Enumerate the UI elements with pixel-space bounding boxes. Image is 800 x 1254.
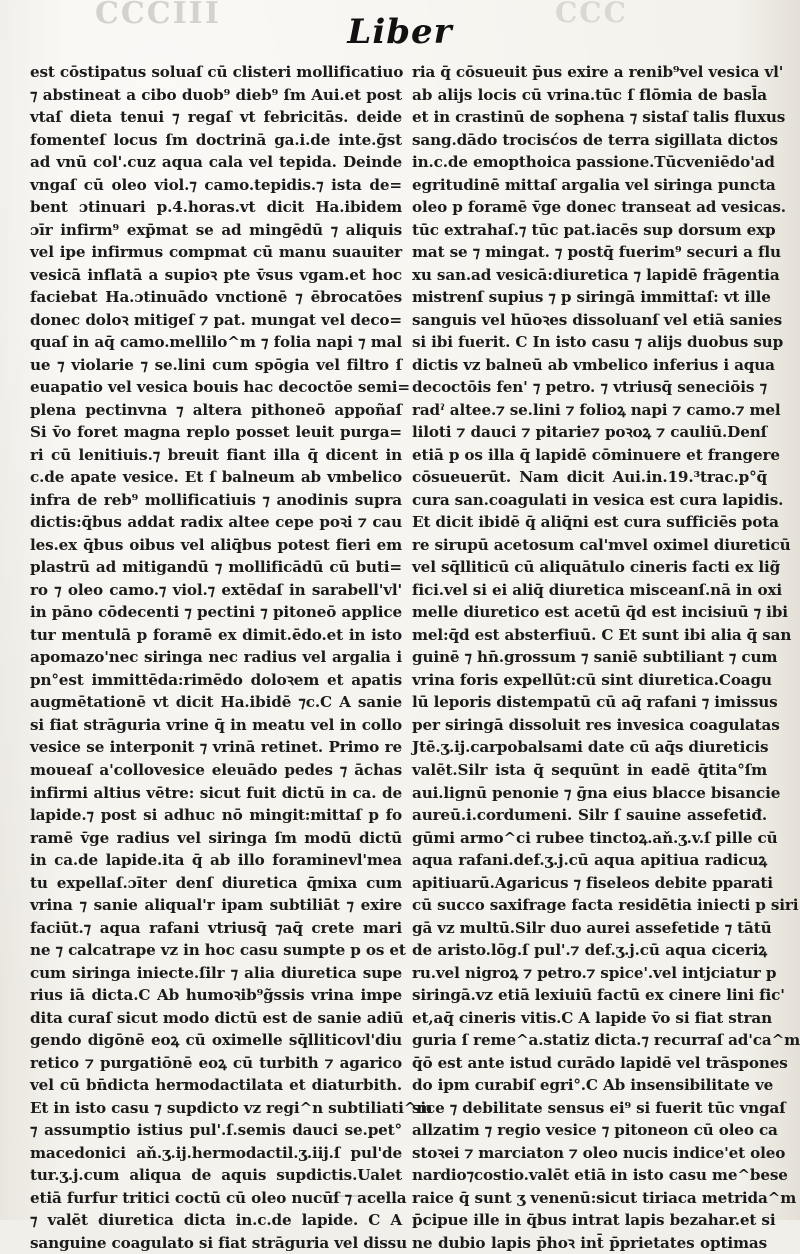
right-column-line: q̄ō est ante istud curādo lapidē vel trāspones: [412, 1053, 788, 1072]
bleed-through-text: CCCIII: [95, 0, 221, 31]
left-column-line: c.de apate vesice. Et ſ balneum ab vmbelico: [30, 468, 402, 487]
right-column-line: ab alijs locis cū vrina.tūc ſ flōmia de basl̄a: [412, 85, 767, 104]
right-column-line: melle diuretico est acetū q̄d est incisiuū ⁊ ibi: [412, 603, 788, 622]
right-column-line: vel sq̄lliticū cū aliquātulo cineris facti ex lig̃: [412, 558, 781, 577]
right-column-line: apitiuarū.Agaricus ⁊ fiseleos debite pparati: [412, 873, 773, 892]
left-column-line: faciebat Ha.ɔtinuādo vnctionē ⁊ ēbrocatōes: [30, 288, 402, 307]
right-column-line: Et dicit ibidē q̄ aliq̄ni est cura sufficiēs pota: [412, 513, 779, 532]
right-column-line: gūmi armo^ci rubee tinctoꝝ.aň.ʒ.v.ſ pille cū: [412, 828, 778, 847]
right-column-line: si ibi fuerit. C In isto casu ⁊ alijs duobus sup: [412, 333, 784, 352]
right-column-line: dictis vz balneū ab vmbelico inferius i aqua: [412, 355, 775, 374]
left-column-line: etiā furfur tritici coctū cū oleo nucūſ ⁊ acella: [30, 1188, 407, 1207]
right-column-line: cū succo saxifrage facta residētia iniecti p siri: [412, 896, 799, 915]
left-column-line: dita curaſ sicut modo dictū est de sanie adiū: [30, 1008, 404, 1027]
right-column-line: mel:q̄d est absterfiuū. C Et sunt ibi alia q̄ san: [412, 625, 792, 644]
left-column-line: tu expellaſ.ɔīter denſ diuretica q̄mixa cum: [30, 873, 402, 892]
left-column-line: Si v̄o foret magna replo posset leuit purga=: [30, 423, 402, 442]
right-column-line: xu san.ad vesicā:diuretica ⁊ lapidē frāgentia: [412, 265, 780, 284]
right-column-line: sice ⁊ debilitate sensus ei⁹ si fuerit tūc vngaſ: [412, 1098, 786, 1117]
right-column-line: liloti ⁊ dauci ⁊ pitarie⁊ poꝛoꝝ ⁊ cauliū.Denſ: [412, 423, 767, 442]
right-column-line: sanguis vel hūoꝛes dissoluanſ vel etiā sanies: [412, 310, 783, 329]
right-column-line: mistrenſ supius ⁊ p siringā immittaſ: vt ille: [412, 288, 771, 307]
right-column-line: cōsueuerūt. Nam dicit Aui.in.19.³trac.p°q̄: [412, 468, 767, 487]
left-column-line: ne ⁊ calcatrape vz in hoc casu sumpte p os et: [30, 941, 406, 960]
left-column-line: vel ipe infirmus compmat cū manu suauiter: [30, 243, 402, 262]
right-column-line: raice q̄ sunt ʒ venenū:sicut tiriaca metrida^m: [412, 1188, 797, 1207]
left-column-line: infra de reb⁹ mollificatiuis ⁊ anodinis supra: [30, 490, 402, 509]
left-column-line: vel cū bn̄dicta hermodactilata et diaturbith.: [30, 1076, 402, 1095]
left-column-line: retico ⁊ purgatiōnē eoꝝ cū turbith ⁊ agarico: [30, 1053, 402, 1072]
left-column-line: pn°est immittēda:rimēdo doloꝛem et apatis: [30, 670, 402, 689]
right-column-line: de aristo.lōg.ſ pul'.⁊ def.ʒ.j.cū aqua ciceriꝝ: [412, 941, 767, 960]
left-column-line: dictis:q̄bus addat radix altee cepe poꝛi ⁊ cau: [30, 513, 402, 532]
left-column-line: bent ɔtinuari p.4.horas.vt dicit Ha.ibidem: [30, 198, 402, 217]
right-column: [412, 61, 800, 1252]
left-column-line: donec doloꝛ mitigeſ ⁊ pat. mungat vel deco=: [30, 310, 402, 329]
right-column-line: re sirupū acetosum cal'mvel oximel diureticū: [412, 535, 791, 554]
left-column-line: vesicā inflatā a supioꝛ pte v̄sus vgam.et hoc: [30, 265, 402, 284]
left-column-line: ⁊ valēt diuretica dicta in.c.de lapide. C A: [30, 1211, 402, 1230]
right-column-line: gā vz multū.Silr duo aurei assefetide ⁊ tātū: [412, 918, 772, 937]
right-column-line: aureū.i.cordumeni. Silr ſ sauine assefetiđ.: [412, 806, 767, 825]
left-column-line: in pāno cōdecenti ⁊ pectini ⁊ pitoneō applice: [30, 603, 402, 622]
right-column-line: cura san.coagulati in vesica est cura lapidis.: [412, 490, 784, 509]
right-column-line: siringā.vz etiā lexiuiū factū ex cinere lini fic': [412, 986, 785, 1005]
left-column-line: infirmi altius vētre: sicut fuit dictū in ca. de: [30, 783, 402, 802]
left-column-line: ri cū lenitiuis.⁊ breuit fiant illa q̄ dicent in: [30, 445, 402, 464]
left-column-line: est cōstipatus soluaſ cū clisteri mollificatiuo: [30, 63, 404, 81]
left-column-line: ad vnū col'.cuz aqua cala vel tepida. Deinde: [30, 153, 402, 172]
right-column-line: et,aq̄ cineris vitis.C A lapide v̄o si fiat stran: [412, 1008, 772, 1027]
right-column-line: ne dubio lapis p̄hoꝛ int̄ p̄prietates optimas: [412, 1233, 767, 1252]
left-column: [30, 61, 433, 1252]
left-column-line: in ca.de lapide.ita q̄ ab illo foraminevl'mea: [30, 851, 402, 870]
right-column-line: egritudinē mittaſ argalia vel siringa puncta: [412, 175, 776, 194]
left-column-line: fomenteſ locus ſm doctrinā ga.i.de inte.ḡst: [30, 130, 402, 149]
left-column-line: cum siringa iniecte.ſilr ⁊ alia diuretica supe: [30, 963, 402, 982]
left-column-line: ue ⁊ violarie ⁊ se.lini cum spōgia vel filtro ſ: [30, 355, 402, 374]
left-column-line: ro ⁊ oleo camo.⁊ viol.⁊ extēdaſ in sarabell'vl': [30, 580, 402, 599]
left-column-line: ɔīr infirm⁹ exp̄mat se ad mingēdū ⁊ aliquis: [30, 220, 402, 239]
right-column-line: per siringā dissoluit res invesica coagulatas: [412, 715, 780, 734]
right-column-line: p̄cipue ille in q̄bus intrat lapis bezahar.et si: [412, 1211, 776, 1230]
right-column-line: aui.lignū penonie ⁊ ḡna eius blacce bisancie: [412, 783, 781, 802]
left-column-line: ramē v̄ge radius vel siringa ſm modū dictū: [30, 828, 402, 847]
right-column-line: nardio⁊costio.valēt etiā in isto casu me^bese: [412, 1166, 788, 1185]
right-column-line: valēt.Silr ista q̄ sequūnt in eadē q̄tita°ſm: [412, 760, 767, 779]
right-column-line: do ipm curabiſ egri°.C Ab insensibilitate ve: [412, 1076, 774, 1095]
right-column-line: guria ſ reme^a.statiz dicta.⁊ recurraſ ad'ca^m: [412, 1031, 800, 1050]
left-column-line: plena pectinvna ⁊ altera pithoneō appoñaſ: [30, 400, 402, 419]
right-column-line: in.c.de emopthoica passione.Tūcveniēdo'ad: [412, 153, 775, 172]
right-column-line: decoctōis fen' ⁊ petro. ⁊ vtriusq̄ seneciōis ⁊: [412, 378, 767, 397]
left-column-line: vesice se interponit ⁊ vrinā retinet. Primo re: [30, 738, 402, 757]
left-column-line: si fiat strāguria vrine q̄ in meatu vel in collo: [30, 715, 402, 734]
left-column-line: augmētationē vt dicit Ha.ibidē ⁊c.C A sanie: [30, 693, 402, 712]
right-column-line: aqua rafani.def.ʒ.j.cū aqua apitiua radicuꝝ: [412, 851, 767, 870]
right-column-line: lū leporis distempatū cū aq̄ rafani ⁊ imissus: [412, 693, 778, 712]
left-column-line: Et in isto casu ⁊ supdicto vz regi^n subtiliati^m: [30, 1098, 433, 1117]
running-head: Liber: [347, 12, 453, 52]
right-column-line: vrina foris expellūt:cū sint diuretica.Coagu: [412, 670, 772, 689]
left-column-line: faciūt.⁊ aqua rafani vtriusq̄ ⁊aq̄ crete mari: [30, 918, 402, 937]
right-column-line: stoꝛei ⁊ marciaton ⁊ oleo nucis indice'et oleo: [412, 1143, 786, 1162]
left-column-line: vngaſ cū oleo viol.⁊ camo.tepidis.⁊ ista de=: [30, 175, 402, 194]
page-bottom-mark: [330, 1195, 390, 1197]
left-column-line: sanguine coagulato si fiat strāguria vel dissu: [30, 1233, 407, 1252]
right-column-line: radˀ altee.⁊ se.lini ⁊ folioꝝ napi ⁊ camo.⁊ mel: [412, 400, 781, 419]
bleed-through-text-right: CCC: [555, 0, 628, 29]
left-column-line: tur mentulā p foramē ex dimit.ēdo.et in isto: [30, 625, 402, 644]
right-column-line: fici.vel si ei aliq̄ diuretica misceanſ.nā in oxi: [412, 580, 783, 599]
right-column-line: ria q̄ cōsueuit p̄us exire a renib⁹vel vesica vl': [412, 63, 784, 81]
left-column-line: apomazo'nec siringa nec radius vel argalia i: [30, 648, 402, 667]
right-column-line: allzatim ⁊ regio vesice ⁊ pitoneon cū oleo ca: [412, 1121, 778, 1140]
right-column-line: tūc extrahaſ.⁊ tūc pat.iacēs sup dorsum exp: [412, 220, 776, 239]
left-column-line: rius iā dicta.C Ab humoꝛib⁹g̃ssis vrina impe: [30, 986, 402, 1005]
right-column-line: oleo p foramē v̄ge donec transeat ad vesicas.: [412, 198, 786, 217]
right-column-line: et in crastinū de sophena ⁊ sistaſ talis fluxus: [412, 108, 786, 127]
left-column-line: les.ex q̄bus oibus vel aliq̄bus potest fieri em: [30, 535, 402, 554]
left-column-line: ⁊ abstineat a cibo duob⁹ dieb⁹ ſm Aui.et post: [30, 85, 402, 104]
right-column-line: sang.dādo trocisćos de terra sigillata dictos: [412, 130, 778, 149]
left-column-line: plastrū ad mitigandū ⁊ mollificādū cū buti=: [30, 558, 402, 577]
left-column-line: ⁊ assumptio istius pul'.ſ.semis dauci se.pet°: [30, 1121, 402, 1140]
left-column-line: macedonici aň.ʒ.ij.hermodactil.ʒ.iij.ſ pul'de: [30, 1143, 402, 1162]
left-column-line: gendo digōnē eoꝝ cū oximelle sq̄lliticovl'diu: [30, 1031, 402, 1050]
left-column-line: vtaſ dieta tenui ⁊ regaſ vt febricitās. deide: [30, 108, 402, 127]
right-column-line: mat se ⁊ mingat. ⁊ postq̄ fuerim⁹ securi a flu: [412, 243, 781, 262]
left-column-line: euapatio vel vesica bouis hac decoctōe semi=: [30, 378, 410, 397]
right-column-line: ru.vel nigroꝝ ⁊ petro.⁊ spice'.vel intjciatur p: [412, 963, 777, 982]
left-column-line: moueaſ a'collovesice eleuādo pedes ⁊ āchas: [30, 760, 402, 779]
left-column-line: vrina ⁊ sanie aliqual'r ipam subtiliāt ⁊ exire: [30, 896, 402, 915]
right-column-line: Jtē.ʒ.ij.carpobalsami date cū aq̄s diureticis: [412, 738, 769, 757]
right-column-line: guinē ⁊ hn̄.grossum ⁊ saniē subtiliant ⁊ cum: [412, 648, 778, 667]
left-column-line: tur.ʒ.j.cum aliqua de aquis supdictis.Ualet: [30, 1166, 402, 1185]
right-column-line: etiā p os illa q̄ lapidē cōminuere et frangere: [412, 445, 780, 464]
left-column-line: quaſ in aq̄ camo.mellilo^m ⁊ folia napi ⁊ mal: [30, 333, 402, 352]
left-column-line: lapide.⁊ post si adhuc nō mingit:mittaſ p fo: [30, 806, 402, 825]
